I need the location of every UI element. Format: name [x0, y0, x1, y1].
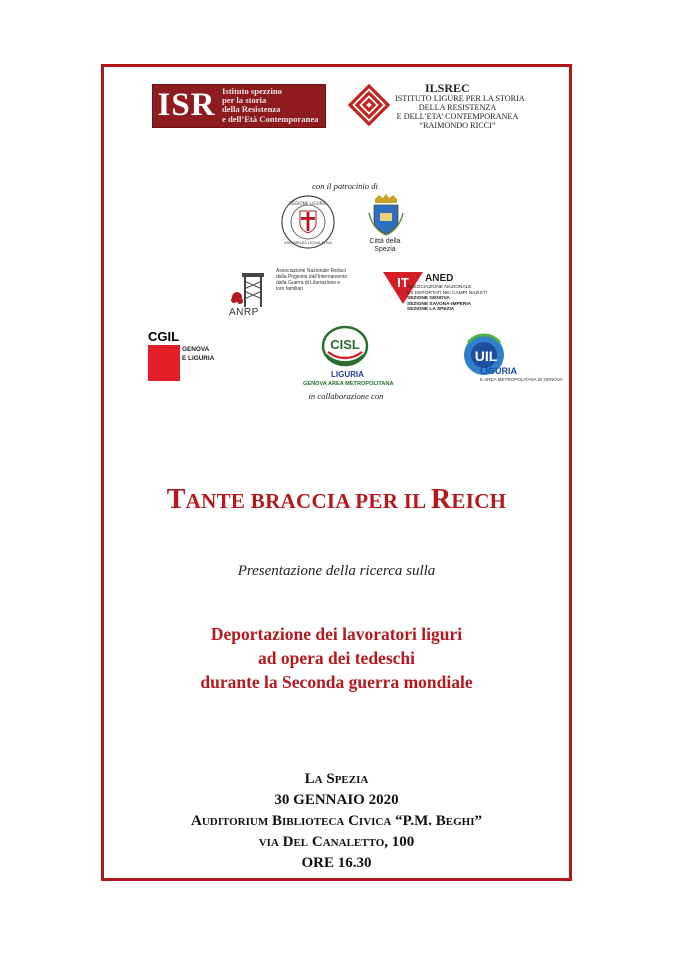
event-city: La Spezia [304, 771, 369, 787]
anrp-label: ANRP [229, 307, 259, 318]
cisl-sub: GENOVA AREA METROPOLITANA [303, 381, 394, 387]
ilsrec-line: E DELL’ETA’ CONTEMPORANEA [396, 112, 519, 121]
ilsrec-title: ILSREC [425, 81, 470, 95]
cgil-sub [182, 345, 214, 363]
ilsrec-line: “RAIMONDO RICCI” [419, 121, 496, 130]
cgil-red-square [148, 345, 180, 381]
cgil-line: E LIGURIA [182, 355, 215, 362]
aned-line: ASSOCIAZIONE NAZIONALE [407, 285, 472, 290]
isr-text [222, 87, 326, 124]
event-details [103, 769, 570, 874]
spezia-crest-icon [365, 193, 407, 237]
ilsrec-text [395, 94, 525, 130]
subtitle-line: Deportazione dei lavoratori liguri [210, 624, 463, 644]
aned-line: SEZIONE GENOVA [407, 296, 450, 302]
isr-line: e dell’Età Contemporanea [222, 113, 319, 124]
collaborazione-label: in collaborazione con [308, 391, 384, 401]
uil-liguria: LIGURIA [480, 366, 517, 376]
patrocinio-label: con il patrocinio di [312, 181, 378, 191]
uil-sub: E AREA METROPOLITANA DI GENOVA [480, 377, 563, 382]
aned-text [407, 285, 489, 313]
cgil-label: CGIL [148, 329, 180, 344]
svg-text:REGIONE LIGURIA: REGIONE LIGURIA [289, 201, 327, 206]
subtitle-line: durante la Seconda guerra mondiale [200, 672, 473, 692]
aned-line: SEZIONE SAVONA-IMPERIA [407, 301, 472, 307]
title-part: ANTE BRACCIA PER IL [185, 489, 431, 513]
aned-title: ANED [425, 273, 454, 284]
cisl-liguria: LIGURIA [331, 370, 364, 379]
cgil-line: GENOVA [182, 346, 210, 353]
aned-mark: IT [397, 275, 409, 290]
aned-line: SEZIONE LA SPEZIA [407, 307, 455, 313]
event-date: 30 GENNAIO 2020 [274, 792, 399, 808]
isr-line: per la storia [222, 95, 267, 106]
event-address: via Del Canaletto, 100 [258, 834, 415, 850]
aned-line: EX DEPORTATI NEI CAMPI NAZISTI [407, 290, 487, 296]
subtitle [103, 622, 570, 694]
presentazione-text: Presentazione della ricerca sulla [237, 563, 436, 579]
uil-mark: UIL [474, 348, 498, 364]
ilsrec-line: ISTITUTO LIGURE PER LA STORIA [395, 94, 525, 103]
subtitle-line: ad opera dei tedeschi [257, 648, 415, 668]
isr-mark: ISR [157, 87, 216, 123]
title-part: EICH [451, 489, 507, 513]
main-title [103, 484, 570, 515]
title-initial: T [166, 484, 186, 515]
spezia-label: Città della Spezia [369, 238, 401, 253]
ilsrec-line: DELLA RESISTENZA [418, 103, 497, 112]
title-initial: R [430, 484, 452, 515]
isr-line: Istituto spezzino [222, 86, 282, 96]
isr-line: della Resistenza [222, 104, 281, 115]
anrp-text: Associazione Nazionale Reduci dalla Prigionia dall’Internamento dalla Guerra di Liberazione e loro familiari [276, 268, 348, 292]
ilsrec-logo-icon [348, 84, 390, 126]
event-venue: Auditorium Biblioteca Civica “P.M. Beghi” [190, 813, 482, 829]
svg-text:ASSEMBLEA LEGISLATIVA: ASSEMBLEA LEGISLATIVA [284, 240, 332, 245]
event-time: ORE 16.30 [301, 855, 372, 871]
cisl-mark: CISL [330, 337, 360, 352]
regione-liguria-seal-icon [280, 194, 336, 250]
